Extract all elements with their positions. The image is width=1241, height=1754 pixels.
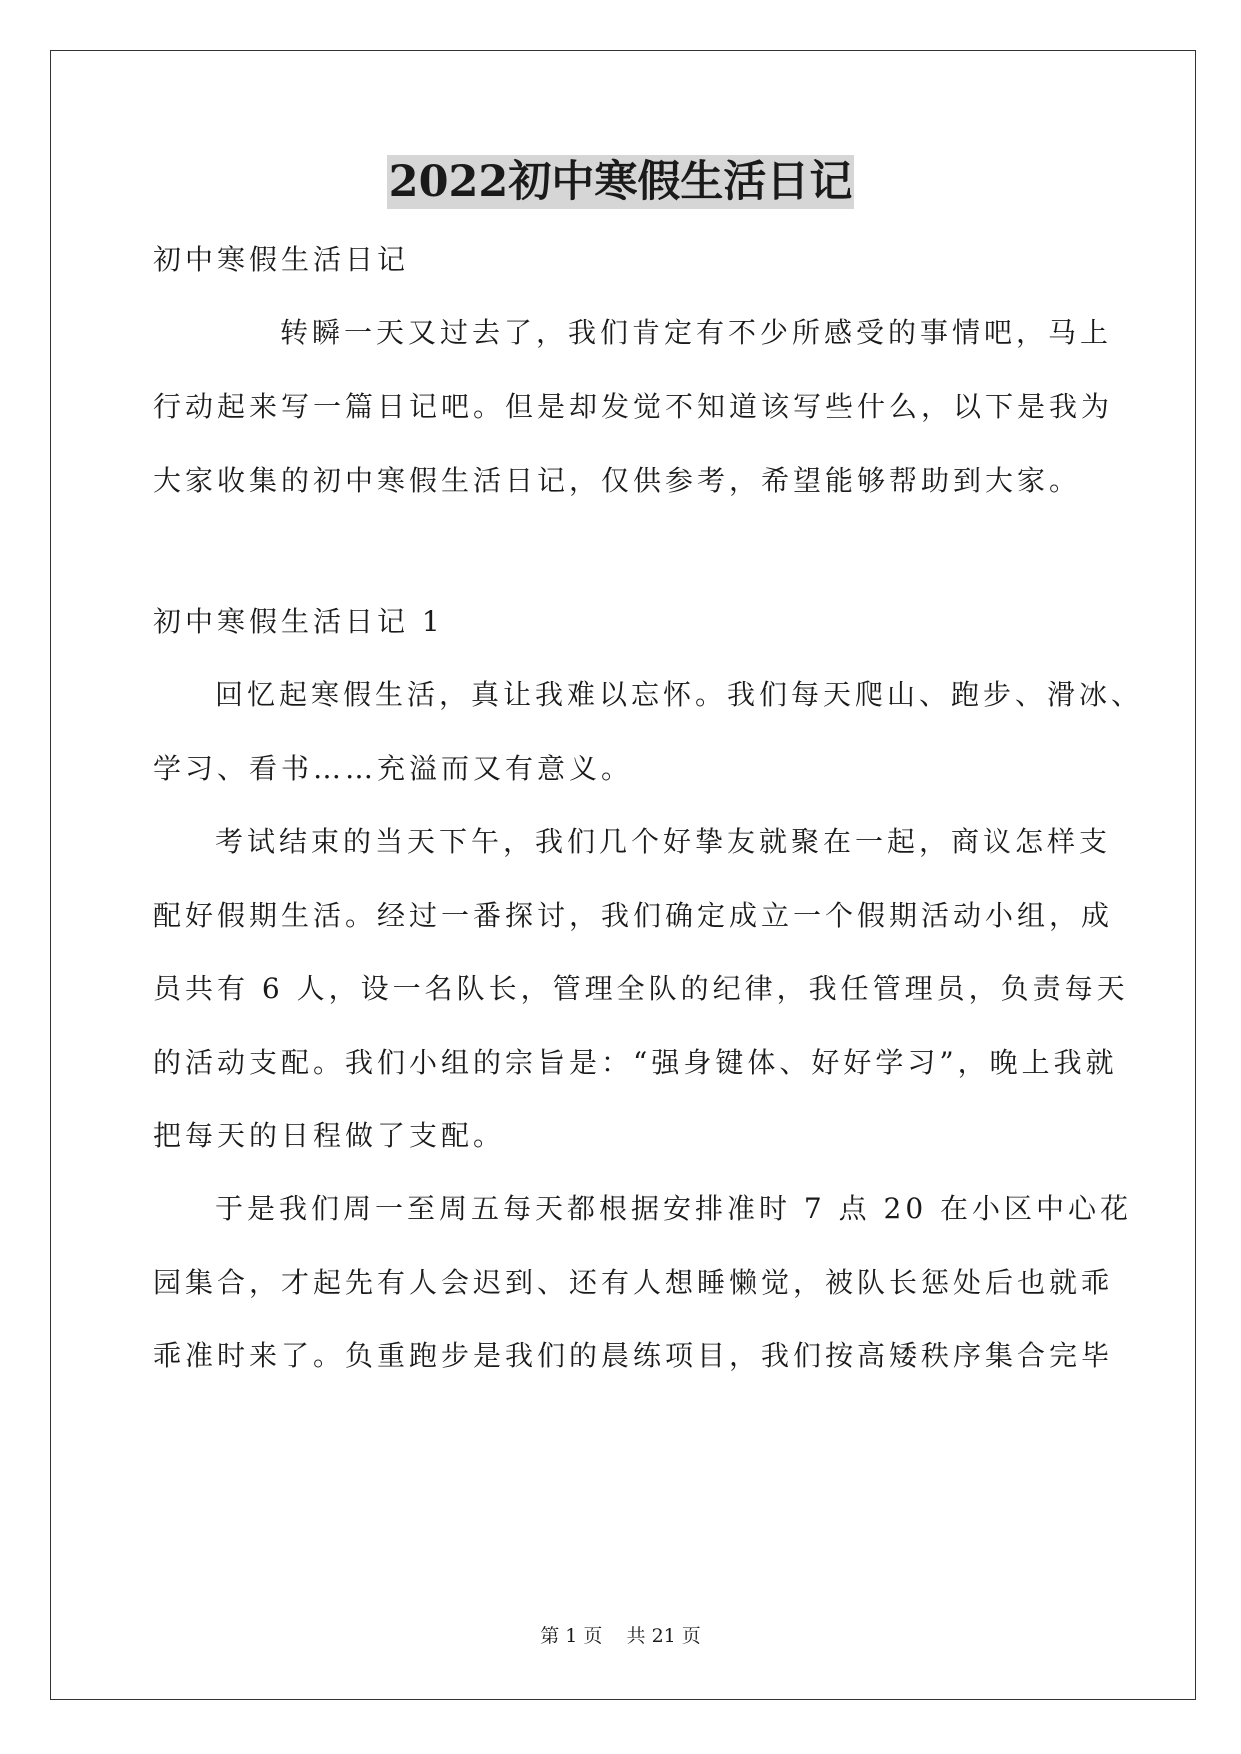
paragraph-line: 员共有 6 人，设一名队长，管理全队的纪律，我任管理员，负责每天	[153, 972, 1129, 1005]
intro-line: 转瞬一天又过去了，我们肯定有不少所感受的事情吧，马上	[280, 316, 1113, 349]
intro-line: 行动起来写一篇日记吧。但是却发觉不知道该写些什么，以下是我为	[153, 390, 1114, 423]
paragraph-line: 考试结束的当天下午，我们几个好挚友就聚在一起，商议怎样支	[215, 825, 1112, 858]
intro-line: 大家收集的初中寒假生活日记，仅供参考，希望能够帮助到大家。	[153, 464, 1082, 497]
paragraph-line: 园集合，才起先有人会迟到、还有人想睡懒觉，被队长惩处后也就乖	[153, 1266, 1114, 1299]
paragraph-line: 于是我们周一至周五每天都根据安排准时 7 点 20 在小区中心花	[215, 1192, 1133, 1225]
paragraph-line: 的活动支配。我们小组的宗旨是：“强身键体、好好学习”，晚上我就	[153, 1046, 1118, 1079]
section-heading: 初中寒假生活日记 1	[153, 605, 444, 638]
subtitle: 初中寒假生活日记	[153, 243, 410, 276]
paragraph-line: 乖准时来了。负重跑步是我们的晨练项目，我们按高矮秩序集合完毕	[153, 1339, 1114, 1372]
page-footer	[0, 1624, 1241, 1648]
paragraph-line: 把每天的日程做了支配。	[153, 1119, 506, 1152]
page-number: 第 1 页 共 21 页	[540, 1625, 701, 1647]
paragraph-line: 学习、看书……充溢而又有意义。	[153, 752, 634, 785]
page-border	[50, 50, 1196, 1700]
document-title: 2022初中寒假生活日记	[388, 157, 853, 207]
paragraph-line: 配好假期生活。经过一番探讨，我们确定成立一个假期活动小组，成	[153, 899, 1114, 932]
paragraph-line: 回忆起寒假生活，真让我难以忘怀。我们每天爬山、跑步、滑冰、	[215, 678, 1144, 711]
